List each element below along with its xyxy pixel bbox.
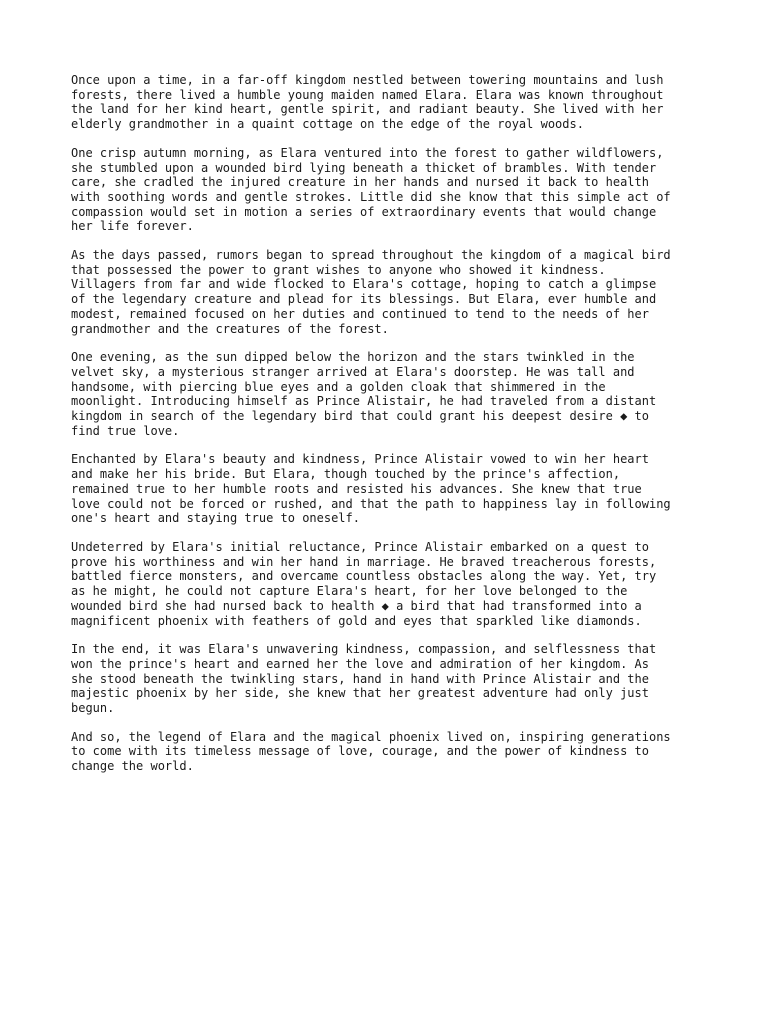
paragraph-1: Once upon a time, in a far-off kingdom nestled between towering mountains and lush forests, there lived a humble young maiden named Elara. Elara was known throughout the land for her kind heart, gentle spirit, and radiant beauty. She lived with her elderly grandmother in a quaint cottage on the edge of the royal woods. bbox=[71, 73, 664, 132]
document-page bbox=[71, 73, 711, 788]
paragraph-4: One evening, as the sun dipped below the horizon and the stars twinkled in the velvet sky, a mysterious stranger arrived at Elara's doorstep. He was tall and handsome, with piercing blue eyes and a golden cloak that shimmered in the moonlight. Introducing himself as Prince Alistair, he had traveled from a distant kingdom in search of the legendary bird that could grant his deepest desire ◆ to find true love. bbox=[71, 350, 657, 438]
paragraph-6: Undeterred by Elara's initial reluctance, Prince Alistair embarked on a quest to prove his worthiness and win her hand in marriage. He braved treacherous forests, battled fierce monsters, and overcame countless obstacles along the way. Yet, try as he might, he could not capture Elara's heart, for her love belonged to the wounded bird she had nursed back to health ◆ a bird that had transformed into a magnificent phoenix with feathers of gold and eyes that sparkled like diamonds. bbox=[71, 539, 657, 628]
paragraph-7: In the end, it was Elara's unwavering kindness, compassion, and selflessness that won the prince's heart and earned her the love and admiration of her kingdom. As she stood beneath the twinkling stars, hand in hand with Prince Alistair and the majestic phoenix by her side, she knew that her greatest adventure had only just begun. bbox=[71, 642, 657, 716]
paragraph-3: As the days passed, rumors began to spread throughout the kingdom of a magical bird that possessed the power to grant wishes to anyone who showed it kindness. Villagers from far and wide flocked to Elara's cottage, hoping to catch a glimpse of the legendary creature and plead for its blessings. But Elara, ever humble and modest, remained focused on her duties and continued to tend to the needs of her grandmother and the creatures of the forest. bbox=[71, 248, 671, 336]
paragraph-8: And so, the legend of Elara and the magical phoenix lived on, inspiring generations to come with its timeless message of love, courage, and the power of kindness to change the world. bbox=[71, 729, 671, 774]
paragraph-2: One crisp autumn morning, as Elara ventured into the forest to gather wildflowers, she stumbled upon a wounded bird lying beneath a thicket of brambles. With tender care, she cradled the injured creature in her hands and nursed it back to health with soothing words and gentle strokes. Little did she know that this simple act of compassion would set in motion a series of extraordinary events that would change her life forever. bbox=[71, 145, 671, 234]
paragraph-5: Enchanted by Elara's beauty and kindness, Prince Alistair vowed to win her heart and make her his bride. But Elara, though touched by the prince's affection, remained true to her humble roots and resisted his advances. She knew that true love could not be forced or rushed, and that the path to happiness lay in following one's heart and staying true to oneself. bbox=[71, 452, 671, 526]
